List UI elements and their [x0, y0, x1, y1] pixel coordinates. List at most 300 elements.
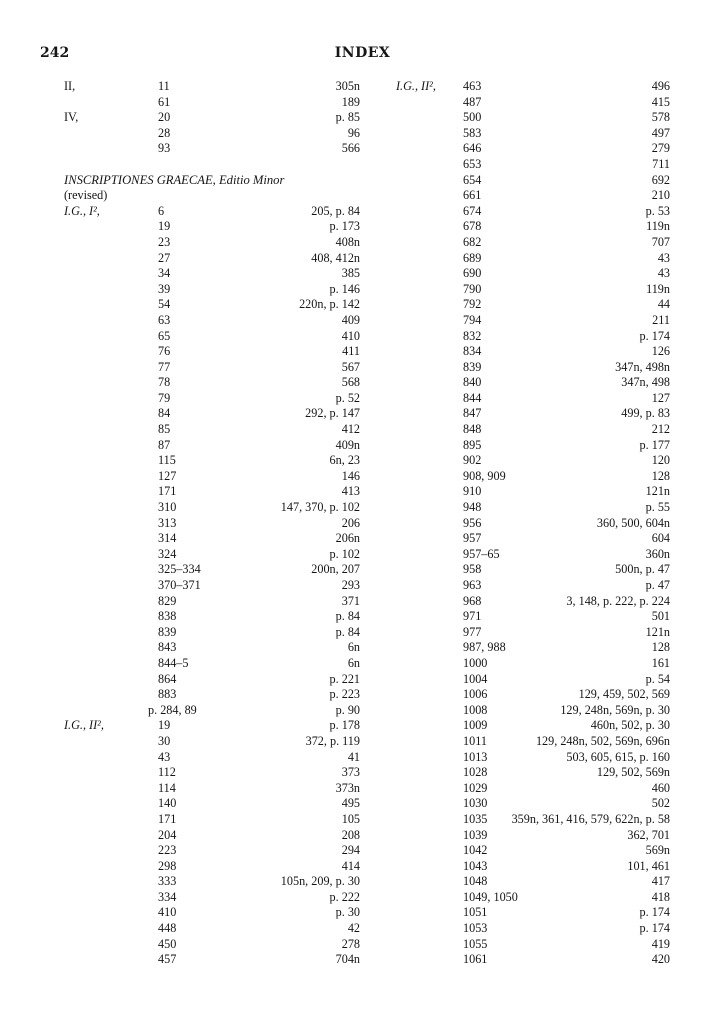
inscription-number: 839 [463, 359, 482, 374]
index-entry [64, 204, 360, 220]
inscription-number: 112 [158, 765, 176, 780]
index-entry [396, 453, 670, 469]
page-reference: 305n [335, 79, 360, 93]
index-entry [396, 905, 670, 921]
inscription-number: 450 [158, 936, 177, 951]
inscription-number: 653 [463, 156, 482, 171]
page-reference: 3, 148, p. 222, p. 224 [566, 593, 670, 608]
index-entry [396, 126, 670, 142]
page-reference: 495 [341, 796, 360, 811]
inscription-number: 678 [463, 219, 482, 234]
page-reference: p. 223 [329, 687, 360, 702]
index-entry [64, 438, 360, 454]
page-reference: 413 [341, 484, 360, 499]
page-reference: 119n [646, 219, 670, 234]
page-reference: 373n [335, 780, 360, 795]
index-entry [396, 656, 670, 672]
series-label: II, [64, 79, 76, 93]
index-entry [64, 313, 360, 329]
inscription-number: 79 [158, 390, 171, 405]
inscription-number: 844 [463, 390, 482, 405]
index-entry [64, 734, 360, 750]
index-entry [396, 718, 670, 734]
page-reference: 41 [347, 749, 360, 764]
page-reference: 206n [335, 531, 360, 546]
inscription-number: 314 [158, 531, 177, 546]
inscription-number: 448 [158, 921, 177, 936]
inscription-number: 370–371 [158, 578, 201, 592]
index-entry [396, 469, 670, 485]
page-reference: 119n [646, 281, 670, 296]
index-entry [64, 422, 360, 438]
index-entry [396, 921, 670, 937]
page-reference: p. 174 [639, 328, 670, 343]
page-reference: 418 [651, 889, 670, 904]
index-entry [64, 95, 360, 111]
series-label: I.G., I², [64, 203, 100, 218]
page-reference: 704n [335, 952, 360, 967]
page-reference: 96 [347, 125, 360, 140]
index-entry [396, 594, 670, 610]
inscription-number: 1004 [463, 671, 488, 686]
inscription-number: 19 [158, 219, 171, 234]
series-label: (revised) [64, 188, 108, 203]
inscription-number: 832 [463, 328, 482, 343]
page-reference: 414 [341, 858, 360, 873]
page-reference: 460n, 502, p. 30 [590, 718, 670, 733]
index-entry [64, 750, 360, 766]
inscription-number: 948 [463, 500, 482, 515]
index-entry [64, 188, 360, 204]
index-entry [396, 313, 670, 329]
page-reference: 362, 701 [627, 827, 670, 842]
index-entry [396, 781, 670, 797]
index-entry [396, 516, 670, 532]
index-entry [64, 796, 360, 812]
index-entry [396, 297, 670, 313]
index-entry [396, 640, 670, 656]
inscription-number: 1035 [463, 811, 488, 826]
inscription-number: 171 [158, 811, 177, 826]
inscription-number: 1043 [463, 858, 488, 873]
inscription-number: 65 [158, 328, 171, 343]
page-reference: 43 [657, 250, 670, 265]
page-reference: 411 [342, 344, 360, 359]
index-entry [64, 859, 360, 875]
inscription-number: 1049, 1050 [463, 889, 518, 904]
page-reference: 42 [347, 921, 360, 936]
index-entry [64, 126, 360, 142]
page-reference: 120 [651, 453, 670, 468]
index-entry [64, 484, 360, 500]
inscription-number: 843 [158, 640, 177, 655]
index-entry [64, 905, 360, 921]
index-entry [64, 952, 360, 968]
page-reference: 499, p. 83 [621, 406, 670, 421]
inscription-number: 794 [463, 312, 482, 327]
index-entry [64, 703, 360, 719]
inscription-number: 115 [158, 453, 176, 468]
index-entry [64, 406, 360, 422]
index-entry [396, 531, 670, 547]
inscription-number: 127 [158, 468, 177, 483]
index-entry [396, 422, 670, 438]
inscription-number: 840 [463, 375, 482, 390]
page-reference: 569n [645, 843, 670, 858]
page-reference: 121n [645, 484, 670, 499]
index-entry [64, 687, 360, 703]
page-reference: 129, 502, 569n [596, 765, 670, 780]
inscription-number: 11 [158, 79, 170, 93]
page-reference: 294 [341, 843, 360, 858]
index-column-left [64, 79, 360, 968]
index-entry [396, 344, 670, 360]
inscription-number: 310 [158, 500, 177, 515]
inscription-number: p. 284, 89 [148, 702, 197, 717]
inscription-number: 28 [158, 125, 171, 140]
inscription-number: 1055 [463, 936, 488, 951]
inscription-number: 43 [158, 749, 171, 764]
index-entry [64, 765, 360, 781]
index-entry [64, 157, 360, 173]
page-reference: 128 [651, 468, 670, 483]
index-entry [64, 828, 360, 844]
index-entry [64, 812, 360, 828]
inscription-number: 957 [463, 531, 482, 546]
index-entry [396, 110, 670, 126]
index-entry [396, 219, 670, 235]
index-entry [396, 672, 670, 688]
index-entry [64, 672, 360, 688]
index-entry [396, 890, 670, 906]
page-reference: p. 30 [335, 905, 360, 920]
index-entry [64, 531, 360, 547]
page-reference: 6n [347, 655, 360, 670]
inscription-number: 1061 [463, 952, 488, 967]
inscription-number: 39 [158, 281, 171, 296]
page-reference: 501 [651, 609, 670, 624]
series-label: I.G., II², [64, 718, 104, 733]
inscription-number: 1030 [463, 796, 488, 811]
inscription-number: 76 [158, 344, 171, 359]
index-entry [396, 859, 670, 875]
inscription-number: 674 [463, 203, 482, 218]
index-entry [64, 937, 360, 953]
index-entry [396, 874, 670, 890]
page-reference: p. 85 [335, 110, 360, 125]
inscription-number: 1000 [463, 655, 488, 670]
inscription-number: 1013 [463, 749, 488, 764]
inscription-number: 85 [158, 422, 171, 437]
inscription-number: 1029 [463, 780, 488, 795]
index-entry [64, 469, 360, 485]
index-entry [396, 235, 670, 251]
page-reference: 711 [652, 156, 670, 171]
index-entry [396, 391, 670, 407]
page-reference: 161 [651, 655, 670, 670]
inscription-number: 838 [158, 609, 177, 624]
index-entry [64, 890, 360, 906]
inscription-number: 140 [158, 796, 177, 811]
page-reference: 419 [651, 936, 670, 951]
index-entry [396, 360, 670, 376]
index-entry [64, 874, 360, 890]
inscription-number: 864 [158, 671, 177, 686]
page-reference: 417 [651, 874, 670, 889]
index-entry [64, 173, 360, 189]
inscription-number: 839 [158, 624, 177, 639]
inscription-number: 19 [158, 718, 171, 733]
page-reference: 292, p. 147 [305, 406, 360, 421]
inscription-number: 457 [158, 952, 177, 967]
page-reference: 347n, 498n [615, 359, 670, 374]
index-entry [396, 204, 670, 220]
page-reference: 385 [341, 266, 360, 281]
index-entry [64, 141, 360, 157]
index-entry [396, 251, 670, 267]
inscription-number: 883 [158, 687, 177, 702]
index-entry [396, 796, 670, 812]
inscription-number: 1011 [463, 733, 487, 748]
index-entry [64, 547, 360, 563]
inscription-number: 963 [463, 578, 482, 592]
inscription-number: 114 [158, 780, 176, 795]
index-entry [396, 484, 670, 500]
page-reference: 129, 248n, 569n, p. 30 [560, 702, 670, 717]
inscription-number: 171 [158, 484, 177, 499]
inscription-number: 1009 [463, 718, 488, 733]
inscription-number: 334 [158, 889, 177, 904]
page-reference: p. 173 [329, 219, 360, 234]
index-entry [64, 609, 360, 625]
page-reference: 121n [645, 624, 670, 639]
index-entry [396, 266, 670, 282]
index-entry [396, 812, 670, 828]
index-entry [64, 235, 360, 251]
inscription-number: 682 [463, 234, 482, 249]
index-entry [396, 141, 670, 157]
inscription-number: 910 [463, 484, 482, 499]
page-reference: p. 177 [639, 437, 670, 452]
index-entry [396, 329, 670, 345]
inscription-number: 6 [158, 203, 165, 218]
inscription-number: 410 [158, 905, 177, 920]
index-entry [64, 781, 360, 797]
index-entry [64, 219, 360, 235]
page-reference: 220n, p. 142 [299, 297, 360, 312]
inscription-number: 54 [158, 297, 171, 312]
running-head: INDEX [334, 45, 391, 61]
inscription-number: 895 [463, 437, 482, 452]
index-entry [64, 640, 360, 656]
page-reference: 6n [347, 640, 360, 655]
page-number: 242 [40, 45, 70, 61]
inscription-number: 968 [463, 593, 482, 608]
inscription-number: 1039 [463, 827, 488, 842]
page-reference: 205, p. 84 [311, 203, 360, 218]
inscription-number: 690 [463, 266, 482, 281]
page-reference: 500n, p. 47 [615, 562, 670, 577]
page-reference: p. 84 [335, 609, 360, 624]
page-reference: 567 [341, 359, 360, 374]
index-entry [396, 438, 670, 454]
index-entry [64, 282, 360, 298]
index-entry [396, 765, 670, 781]
page-reference: 105 [341, 811, 360, 826]
index-entry [396, 79, 670, 95]
page-reference: 211 [652, 312, 670, 327]
inscription-number: 1028 [463, 765, 488, 780]
page-reference: 566 [341, 141, 360, 156]
page-reference: 189 [341, 94, 360, 109]
index-entry [64, 110, 360, 126]
page-reference: 360n [645, 546, 670, 561]
page-reference: p. 174 [639, 921, 670, 936]
page-reference: p. 102 [329, 546, 360, 561]
section-heading: INSCRIPTIONES GRAECAE, Editio Minor [64, 172, 285, 187]
page-reference: 373 [341, 765, 360, 780]
inscription-number: 689 [463, 250, 482, 265]
index-entry [396, 734, 670, 750]
inscription-number: 908, 909 [463, 468, 506, 483]
page-reference: 293 [341, 578, 360, 592]
inscription-number: 298 [158, 858, 177, 873]
index-entry [396, 188, 670, 204]
page-reference: 420 [651, 952, 670, 967]
index-entry [64, 344, 360, 360]
inscription-number: 792 [463, 297, 482, 312]
page-reference: 409 [341, 312, 360, 327]
index-entry [64, 297, 360, 313]
page-reference: p. 146 [329, 281, 360, 296]
page-reference: 372, p. 119 [305, 733, 360, 748]
page-reference: 692 [651, 172, 670, 187]
page-reference: 43 [657, 266, 670, 281]
page-reference: 127 [651, 390, 670, 405]
index-entry [64, 843, 360, 859]
page-reference: 707 [651, 234, 670, 249]
inscription-number: 223 [158, 843, 177, 858]
page-reference: 410 [341, 328, 360, 343]
index-entry [64, 578, 360, 594]
page-reference: p. 47 [645, 578, 670, 592]
page-reference: p. 174 [639, 905, 670, 920]
index-entry [396, 952, 670, 968]
index-entry [64, 79, 360, 95]
page-reference: 371 [341, 593, 360, 608]
page-reference: 208 [341, 827, 360, 842]
index-entry [64, 500, 360, 516]
inscription-number: 847 [463, 406, 482, 421]
inscription-number: 844–5 [158, 655, 189, 670]
inscription-number: 829 [158, 593, 177, 608]
inscription-number: 1008 [463, 702, 488, 717]
index-column-right [396, 79, 670, 968]
inscription-number: 500 [463, 110, 482, 125]
inscription-number: 487 [463, 94, 482, 109]
inscription-number: 78 [158, 375, 171, 390]
inscription-number: 1048 [463, 874, 488, 889]
page-reference: 210 [651, 188, 670, 203]
inscription-number: 583 [463, 125, 482, 140]
index-entry [396, 375, 670, 391]
inscription-number: 333 [158, 874, 177, 889]
page-reference: p. 52 [335, 390, 360, 405]
page-reference: 408n [335, 234, 360, 249]
page-reference: p. 221 [329, 671, 360, 686]
index-entry [64, 656, 360, 672]
inscription-number: 646 [463, 141, 482, 156]
inscription-number: 324 [158, 546, 177, 561]
series-label: IV, [64, 110, 79, 125]
inscription-number: 63 [158, 312, 171, 327]
page-reference: 105n, 209, p. 30 [280, 874, 360, 889]
index-entry [396, 625, 670, 641]
index-entry [64, 625, 360, 641]
index-entry [396, 95, 670, 111]
inscription-number: 84 [158, 406, 171, 421]
index-entry [64, 329, 360, 345]
inscription-number: 30 [158, 733, 171, 748]
page-reference: 126 [651, 344, 670, 359]
page-reference: p. 55 [645, 500, 670, 515]
page-reference: 503, 605, 615, p. 160 [566, 749, 670, 764]
index-entry [396, 562, 670, 578]
inscription-number: 790 [463, 281, 482, 296]
index-entry [64, 718, 360, 734]
page-reference: 206 [341, 515, 360, 530]
index-entry [64, 251, 360, 267]
index-entry [396, 500, 670, 516]
page-reference: p. 178 [329, 718, 360, 733]
index-entry [64, 921, 360, 937]
inscription-number: 987, 988 [463, 640, 506, 655]
page-reference: 360, 500, 604n [596, 515, 670, 530]
inscription-number: 1051 [463, 905, 488, 920]
inscription-number: 61 [158, 94, 171, 109]
page-reference: 347n, 498 [621, 375, 670, 390]
page-reference: 412 [341, 422, 360, 437]
page-reference: 460 [651, 780, 670, 795]
page-reference: 200n, 207 [311, 562, 360, 577]
page-reference: p. 84 [335, 624, 360, 639]
page-reference: 502 [651, 796, 670, 811]
inscription-number: 27 [158, 250, 171, 265]
index-entry [396, 173, 670, 189]
index-entry [396, 828, 670, 844]
page-reference: 44 [657, 297, 670, 312]
inscription-number: 661 [463, 188, 482, 203]
page-reference: 212 [651, 422, 670, 437]
index-entry [396, 687, 670, 703]
inscription-number: 20 [158, 110, 171, 125]
page-reference: p. 53 [645, 203, 670, 218]
page-reference: 496 [651, 79, 670, 93]
inscription-number: 77 [158, 359, 171, 374]
page-reference: 101, 461 [627, 858, 670, 873]
index-entry [396, 750, 670, 766]
inscription-number: 834 [463, 344, 482, 359]
series-label: I.G., II², [396, 79, 436, 93]
inscription-number: 34 [158, 266, 171, 281]
index-entry [396, 547, 670, 563]
page-reference: 146 [341, 468, 360, 483]
page-reference: 278 [341, 936, 360, 951]
page-reference: 578 [651, 110, 670, 125]
page-reference: 279 [651, 141, 670, 156]
inscription-number: 23 [158, 234, 171, 249]
inscription-number: 971 [463, 609, 482, 624]
